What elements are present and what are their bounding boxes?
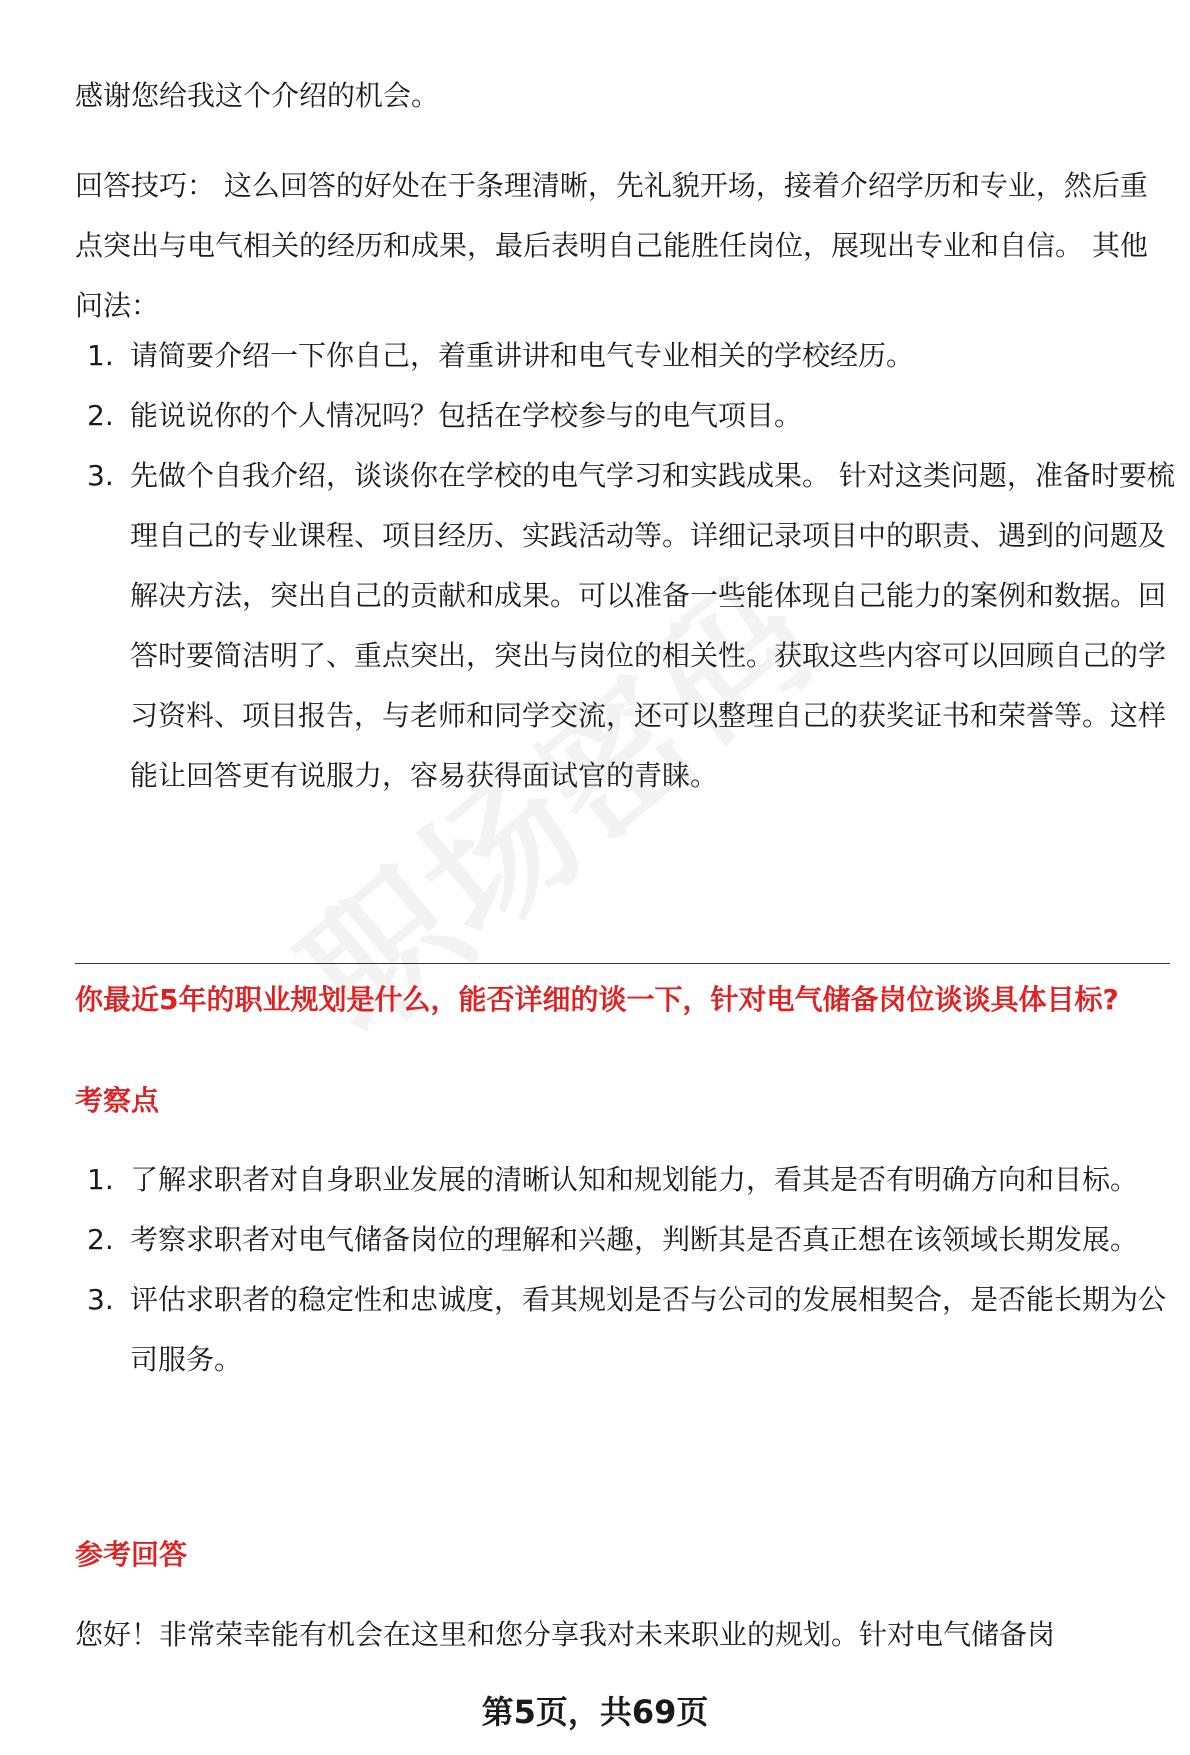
list-text: 评估求职者的稳定性和忠诚度，看其规划是否与公司的发展相契合，是否能长期为公司服务。 xyxy=(130,1283,1167,1376)
list-item xyxy=(75,1270,1175,1390)
list-text: 请简要介绍一下你自己，着重讲讲和电气专业相关的学校经历。 xyxy=(130,339,915,372)
page-number: 第5页，共69页 xyxy=(481,1693,709,1731)
reference-answer-text: 您好！非常荣幸能有机会在这里和您分享我对未来职业的规划。针对电气储备岗 xyxy=(75,1618,1056,1651)
section-divider xyxy=(75,963,1170,964)
exam-points-heading: 考察点 xyxy=(75,1084,160,1117)
list-item xyxy=(75,1150,1175,1210)
intro-closing-text: 感谢您给我这个介绍的机会。 xyxy=(75,79,440,112)
list-number: 1. xyxy=(87,339,114,372)
other-questions-list xyxy=(75,326,1175,806)
list-text: 考察求职者对电气储备岗位的理解和兴趣，判断其是否真正想在该领域长期发展。 xyxy=(130,1223,1139,1256)
list-text: 能说说你的个人情况吗？包括在学校参与的电气项目。 xyxy=(130,399,803,432)
list-item xyxy=(75,326,1175,386)
exam-points-list xyxy=(75,1150,1175,1390)
list-number: 3. xyxy=(87,1283,114,1316)
list-item xyxy=(75,446,1175,806)
list-item xyxy=(75,1210,1175,1270)
answer-tips-paragraph: 回答技巧： 这么回答的好处在于条理清晰，先礼貌开场，接着介绍学历和专业，然后重点突出与电气相关的经历和成果，最后表明自己能胜任岗位，展现出专业和自信。 其他问法： xyxy=(75,169,1148,322)
question-heading: 你最近5年的职业规划是什么，能否详细的谈一下，针对电气储备岗位谈谈具体目标? xyxy=(75,983,1119,1016)
list-item xyxy=(75,386,1175,446)
list-text: 先做个自我介绍，谈谈你在学校的电气学习和实践成果。 针对这类问题，准备时要梳理自己的专业课程、项目经历、实践活动等。详细记录项目中的职责、遇到的问题及解决方法，突出自己的贡献和成果。可以准备一些能体现自己能力的案例和数据。回答时要简洁明了、重点突出，突出与岗位的相关性。获取这些内容可以回顾自己的学习资料、项目报告，与老师和同学交流，还可以整理自己的获奖证书和荣誉等。这样能让回答更有说服力，容易获得面试官的青睐。 xyxy=(130,459,1175,792)
list-number: 2. xyxy=(87,1223,114,1256)
list-number: 3. xyxy=(87,459,114,492)
reference-answer-heading: 参考回答 xyxy=(75,1538,188,1571)
list-number: 2. xyxy=(87,399,114,432)
list-text: 了解求职者对自身职业发展的清晰认知和规划能力，看其是否有明确方向和目标。 xyxy=(130,1163,1139,1196)
list-number: 1. xyxy=(87,1163,114,1196)
